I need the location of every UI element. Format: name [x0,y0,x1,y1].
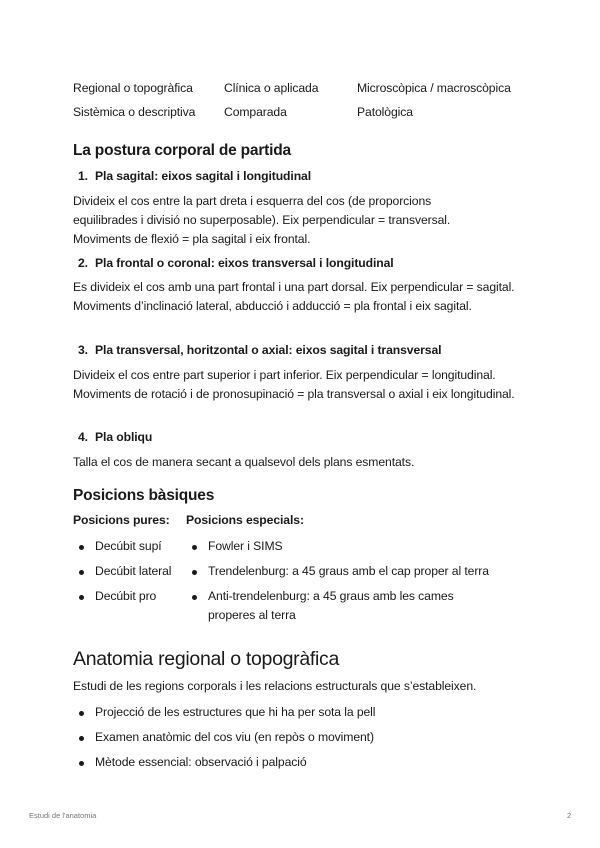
footer-title: Estudi de l'anatomia [29,811,97,820]
plane-title-transversal: Pla transversal, horitzontal o axial: eixos sagital i transversal [95,343,442,357]
section-heading-positions: Posicions bàsiques [73,487,215,504]
list-item: Trendelenburg: a 45 graus amb el cap proper al terra [208,564,489,578]
list-item: Examen anatòmic del cos viu (en repòs o moviment) [95,730,374,744]
plane-title-oblique: Pla obliqu [95,430,153,444]
list-item: Projecció de les estructures que hi ha per sota la pell [95,705,376,719]
plane-title-sagittal: Pla sagital: eixos sagital i longitudinal [95,169,312,183]
table-cell: Microscòpica / macroscòpica [357,81,511,95]
list-item: Decúbit supí [95,539,162,553]
section-heading-regional: Anatomia regional o topogràfica [73,648,340,670]
table-cell: Sistèmica o descriptiva [73,105,196,119]
list-item: Fowler i SIMS [208,539,283,553]
plane-text-frontal: Es divideix el cos amb una part frontal i una part dorsal. Eix perpendicular = sagital. Moviments d’inclinació lateral, abducció i adducció = pla frontal i eix sagital. [73,280,515,313]
pure-positions-label: Posicions pures: [73,513,170,527]
bullet-icon [192,545,197,550]
bullet-icon [79,595,84,600]
table-cell: Regional o topogràfica [73,81,193,95]
list-number: 2. [78,256,88,270]
table-cell: Comparada [224,105,287,119]
list-number: 3. [78,343,88,357]
table-cell: Clínica o aplicada [224,81,319,95]
bullet-icon [79,570,84,575]
list-item: Anti-trendelenburg: a 45 graus amb les cames properes al terra [208,589,454,622]
list-number: 1. [78,169,88,183]
regional-intro: Estudi de les regions corporals i les relacions estructurals que s’estableixen. [73,679,477,693]
plane-text-sagittal: Divideix el cos entre la part dreta i esquerra del cos (de proporcions equilibrades i divisió no superposable). Eix perpendicular = transversal. Moviments de flexió = pla sagital i eix frontal. [73,194,451,246]
plane-title-frontal: Pla frontal o coronal: eixos transversal i longitudinal [95,256,394,270]
list-item: Decúbit pro [95,589,157,603]
bullet-icon [192,595,197,600]
table-cell: Patològica [357,105,413,119]
page-number: 2 [567,811,572,820]
list-item: Mètode essencial: observació i palpació [95,755,307,769]
bullet-icon [79,761,84,766]
plane-text-transversal: Divideix el cos entre part superior i part inferior. Eix perpendicular = longitudinal. Moviments de rotació i de pronosupinació = pla transversal o axial i eix longitudinal. [73,368,515,401]
section-heading-posture: La postura corporal de partida [73,142,291,159]
bullet-icon [79,545,84,550]
bullet-icon [192,570,197,575]
bullet-icon [79,736,84,741]
bullet-icon [79,711,84,716]
special-positions-label: Posicions especials: [186,513,304,527]
list-item: Decúbit lateral [95,564,172,578]
list-number: 4. [78,430,88,444]
plane-text-oblique: Talla el cos de manera secant a qualsevol dels plans esmentats. [73,455,415,469]
